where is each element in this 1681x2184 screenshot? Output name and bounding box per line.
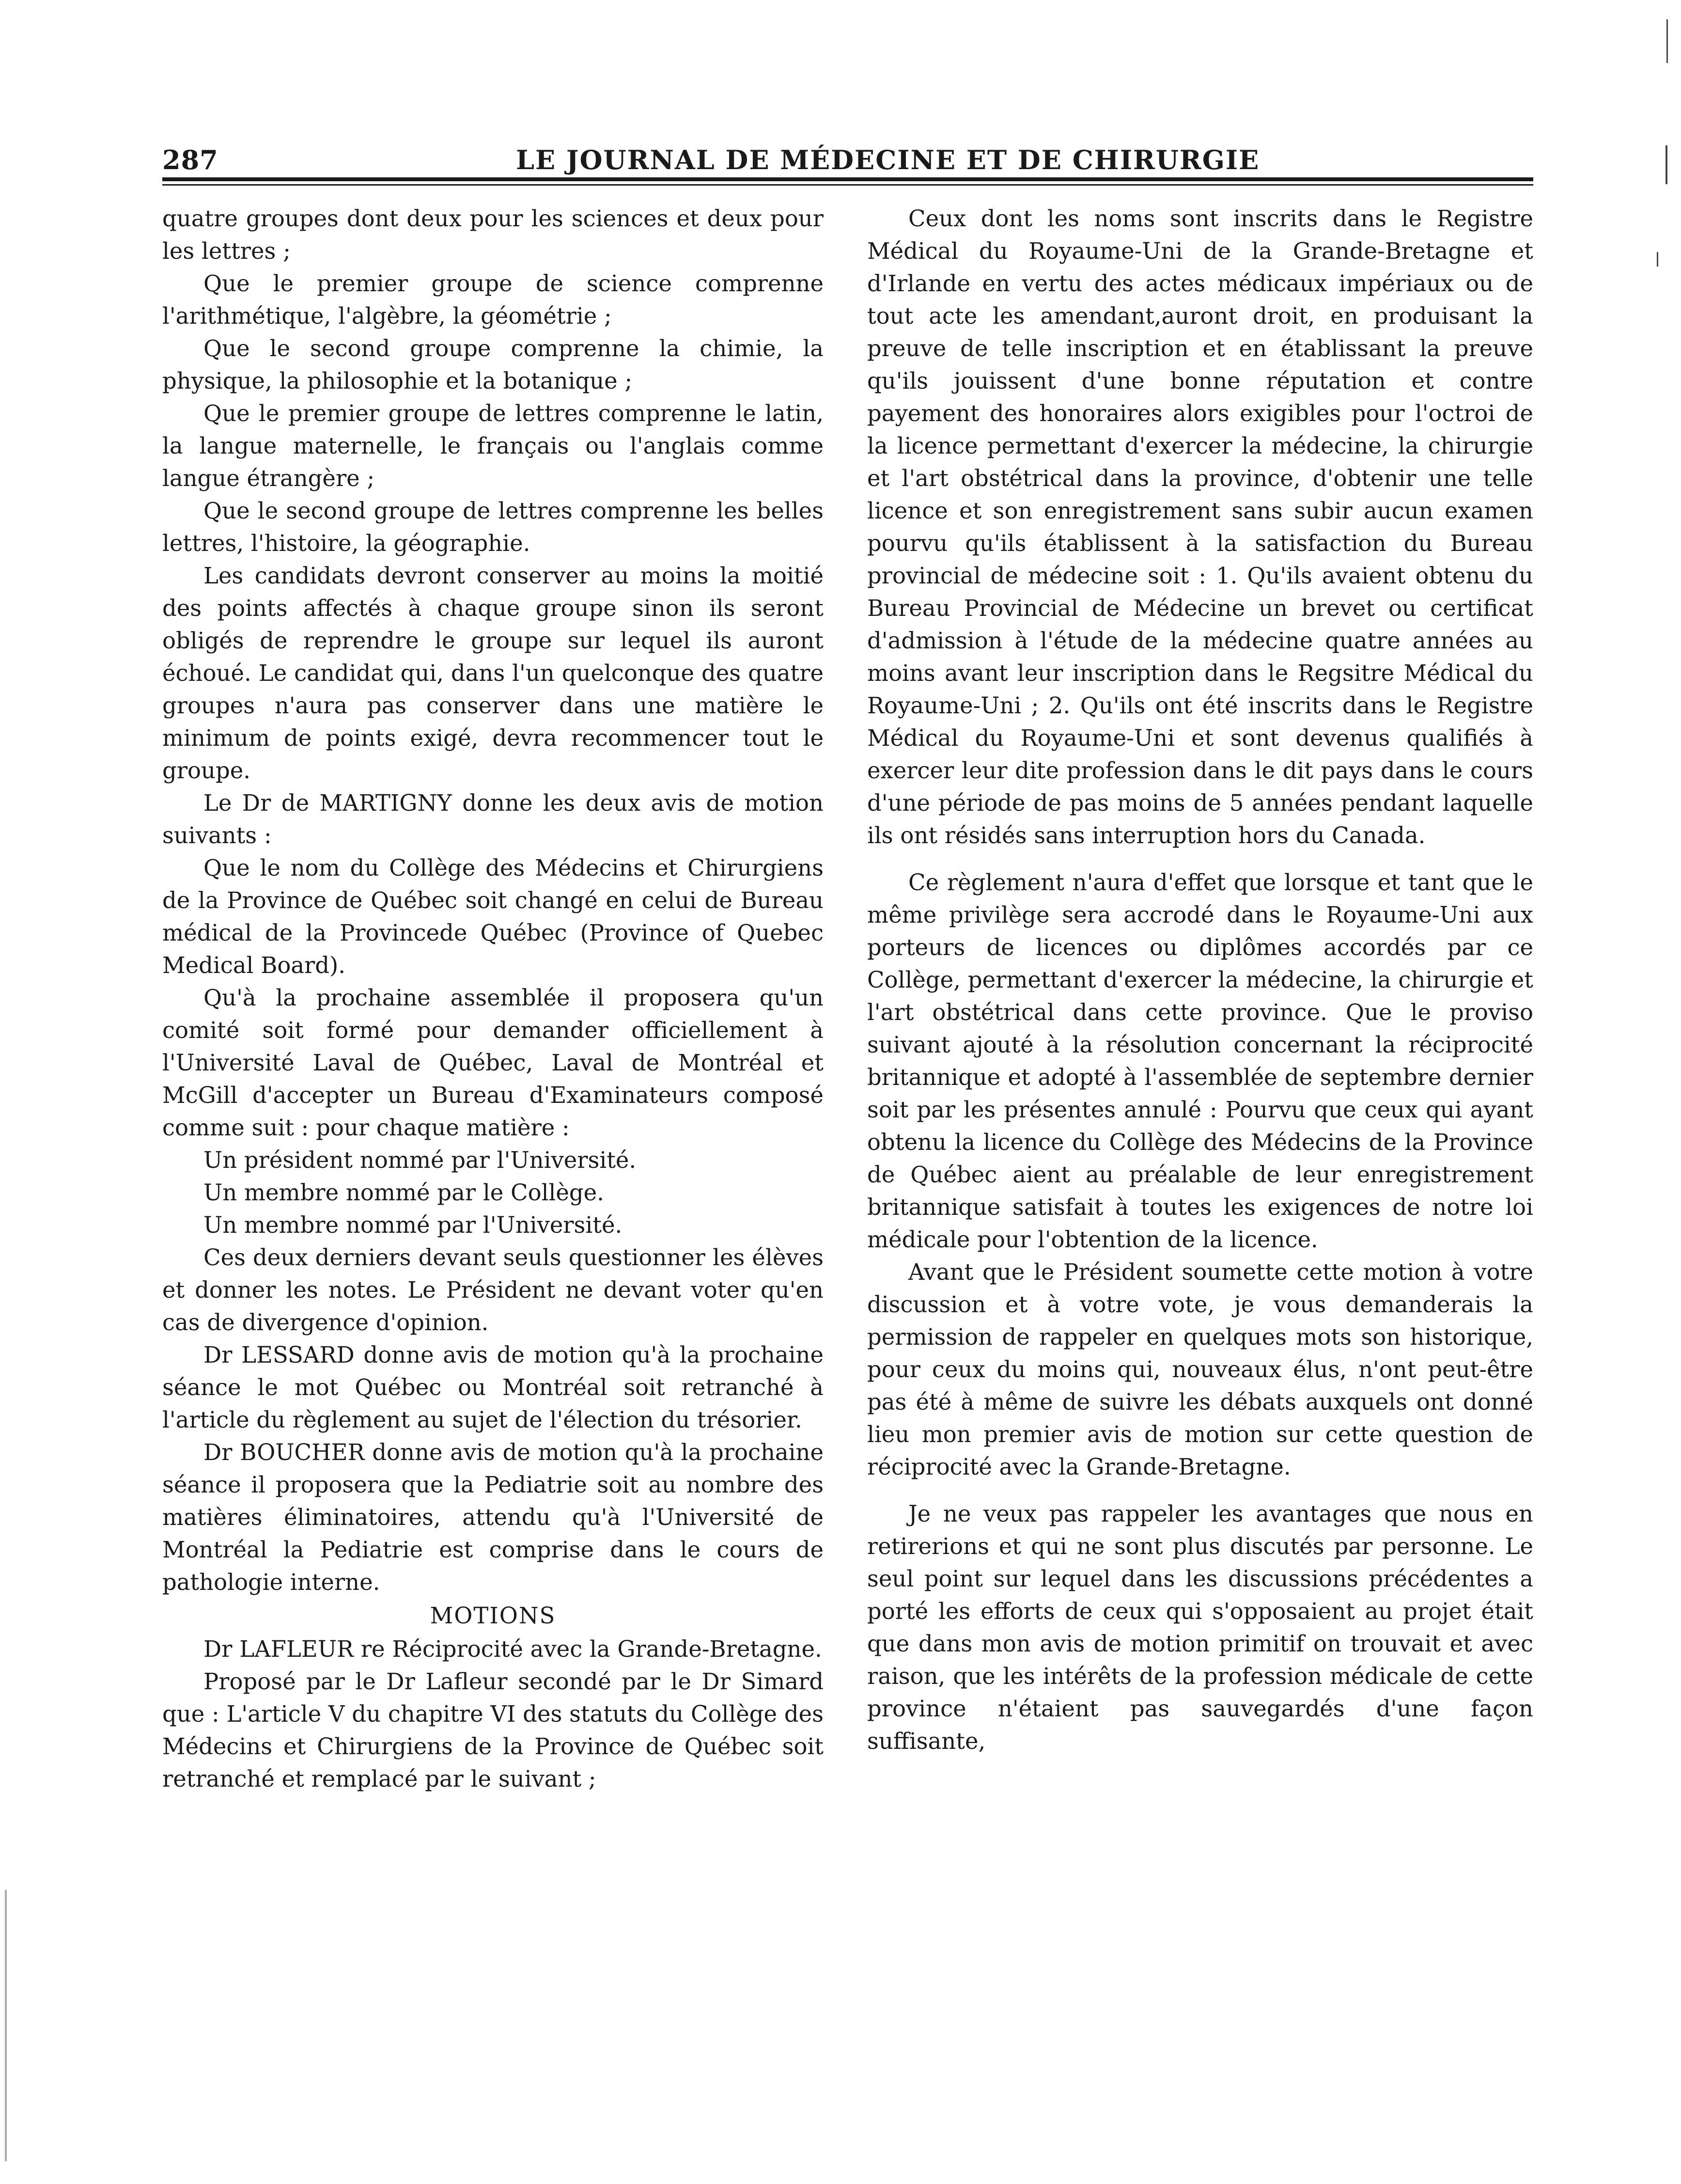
paragraph: Qu'à la prochaine assemblée il proposera qu'un comité soit formé pour demander officiellement à l'Université Laval de Québec, Laval de Montréal et McGill d'accepter un Bureau d'Examinateurs composé comme suit : pour chaque matière : xyxy=(162,985,824,1141)
paragraph: Dr LESSARD donne avis de motion qu'à la prochaine séance le mot Québec ou Montréal soit retranché à l'article du règlement au sujet de l'élection du trésorier. xyxy=(162,1342,824,1433)
left-column xyxy=(162,203,824,1795)
paragraph: Dr BOUCHER donne avis de motion qu'à la prochaine séance il proposera que la Pediatrie soit au nombre des matières éliminatoires, attendu qu'à l'Université de Montréal la Pediatrie est comprise dans le cours de pathologie interne. xyxy=(162,1439,824,1595)
paragraph: Dr LAFLEUR re Réciprocité avec la Grande-Bretagne. xyxy=(203,1636,822,1662)
header-rule-thick xyxy=(162,177,1533,181)
paragraph: Que le second groupe de lettres comprenne les belles lettres, l'histoire, la géographie. xyxy=(162,498,824,556)
paragraph: Je ne veux pas rappeler les avantages que nous en retirerions et qui ne sont plus discutés par personne. Le seul point sur lequel dans les discussions précédentes a porté les efforts de ceux qui s'opposaient au projet était que dans mon avis de motion primitif on trouvait et avec raison, que les intérêts de la profession médicale de cette province n'étaient pas sauvegardés d'une façon suffisante, xyxy=(867,1501,1533,1754)
paragraph: Un membre nommé par le Collège. xyxy=(203,1179,604,1206)
paragraph: Avant que le Président soumette cette motion à votre discussion et à votre vote, je vous demanderais la permission de rappeler en quelques mots son historique, pour ceux du moins qui, nouveaux élus, n'ont peut-être pas été à même de suivre les débats auxquels ont donné lieu mon premier avis de motion sur cette question de réciprocité avec la Grande-Bretagne. xyxy=(867,1259,1533,1480)
paragraph: Ces deux derniers devant seuls questionner les élèves et donner les notes. Le Président ne devant voter qu'en cas de divergence d'opinion. xyxy=(162,1244,824,1336)
paragraph: quatre groupes dont deux pour les sciences et deux pour les lettres ; xyxy=(162,205,824,264)
paragraph: Les candidats devront conserver au moins la moitié des points affectés à chaque groupe sinon ils seront obligés de reprendre le groupe sur lequel ils auront échoué. Le candidat qui, dans l'un quelconque des quatre groupes n'aura pas conserver dans une matière le minimum de points exigé, devra recommencer tout le groupe. xyxy=(162,563,824,784)
running-title: LE JOURNAL DE MÉDECINE ET DE CHIRURGIE xyxy=(516,144,1260,175)
paragraph: Le Dr de MARTIGNY donne les deux avis de motion suivants : xyxy=(162,790,824,848)
page-header xyxy=(162,144,1533,178)
scan-artifact xyxy=(1666,19,1668,63)
paragraph: Proposé par le Dr Lafleur secondé par le Dr Simard que : L'article V du chapitre VI des statuts du Collège des Médecins et Chirurgiens de la Province de Québec soit retranché et remplacé par le suivant ; xyxy=(162,1668,824,1792)
paragraph: Que le second groupe comprenne la chimie, la physique, la philosophie et la botanique ; xyxy=(162,335,824,394)
paragraph: Ceux dont les noms sont inscrits dans le Registre Médical du Royaume-Uni de la Grande-Bretagne et d'Irlande en vertu des actes médicaux impériaux ou de tout acte les amendant,auront droit, en produisant la preuve de telle inscription et en établissant la preuve qu'ils jouissent d'une bonne réputation et contre payement des honoraires alors exigibles pour l'octroi de la licence permettant d'exercer la médecine, la chirurgie et l'art obstétrical dans la province, d'obtenir une telle licence et son enregistrement sans subir aucun examen pourvu qu'ils établissent à la satisfaction du Bureau provincial de médecine soit : 1. Qu'ils avaient obtenu du Bureau Provincial de Médecine un brevet ou certificat d'admission à l'étude de la médecine quatre années au moins avant leur inscription dans le Regsitre Médical du Royaume-Uni ; 2. Qu'ils ont été inscrits dans le Registre Médical du Royaume-Uni et sont devenus qualifiés à exercer leur dite profession dans le dit pays dans le cours d'une période de pas moins de 5 années pendant laquelle ils ont résidés sans interruption hors du Canada. xyxy=(867,205,1533,848)
paragraph: Un président nommé par l'Université. xyxy=(203,1147,637,1173)
paragraph: Que le nom du Collège des Médecins et Chirurgiens de la Province de Québec soit changé en celui de Bureau médical de la Provincede Québec (Province of Quebec Medical Board). xyxy=(162,855,824,978)
paragraph: Ce règlement n'aura d'effet que lorsque et tant que le même privilège sera accrodé dans le Royaume-Uni aux porteurs de licences ou diplômes accordés par ce Collège, permettant d'exercer la médecine, la chirurgie et l'art obstétrical dans cette province. Que le proviso suivant ajouté à la résolution concernant la réciprocité britannique et adopté à l'assemblée de septembre dernier soit par les présentes annulé : Pourvu que ceux qui ayant obtenu la licence du Collège des Médecins de la Province de Québec aient au préalable de leur enregistrement britannique satisfait à toutes les exigences de notre loi médicale pour l'obtention de la licence. xyxy=(867,869,1533,1253)
scan-artifact xyxy=(5,1890,7,2161)
right-column xyxy=(867,203,1533,1758)
paragraph: Que le premier groupe de lettres comprenne le latin, la langue maternelle, le français ou l'anglais comme langue étrangère ; xyxy=(162,400,824,491)
section-heading-motions: MOTIONS xyxy=(430,1603,556,1629)
paragraph: Un membre nommé par l'Université. xyxy=(203,1212,623,1238)
paragraph: Que le premier groupe de science comprenne l'arithmétique, l'algèbre, la géométrie ; xyxy=(162,270,824,329)
header-rule-thin xyxy=(162,184,1533,186)
page-number: 287 xyxy=(162,144,218,175)
scan-artifact xyxy=(1657,252,1658,267)
scan-artifact xyxy=(1665,145,1667,184)
